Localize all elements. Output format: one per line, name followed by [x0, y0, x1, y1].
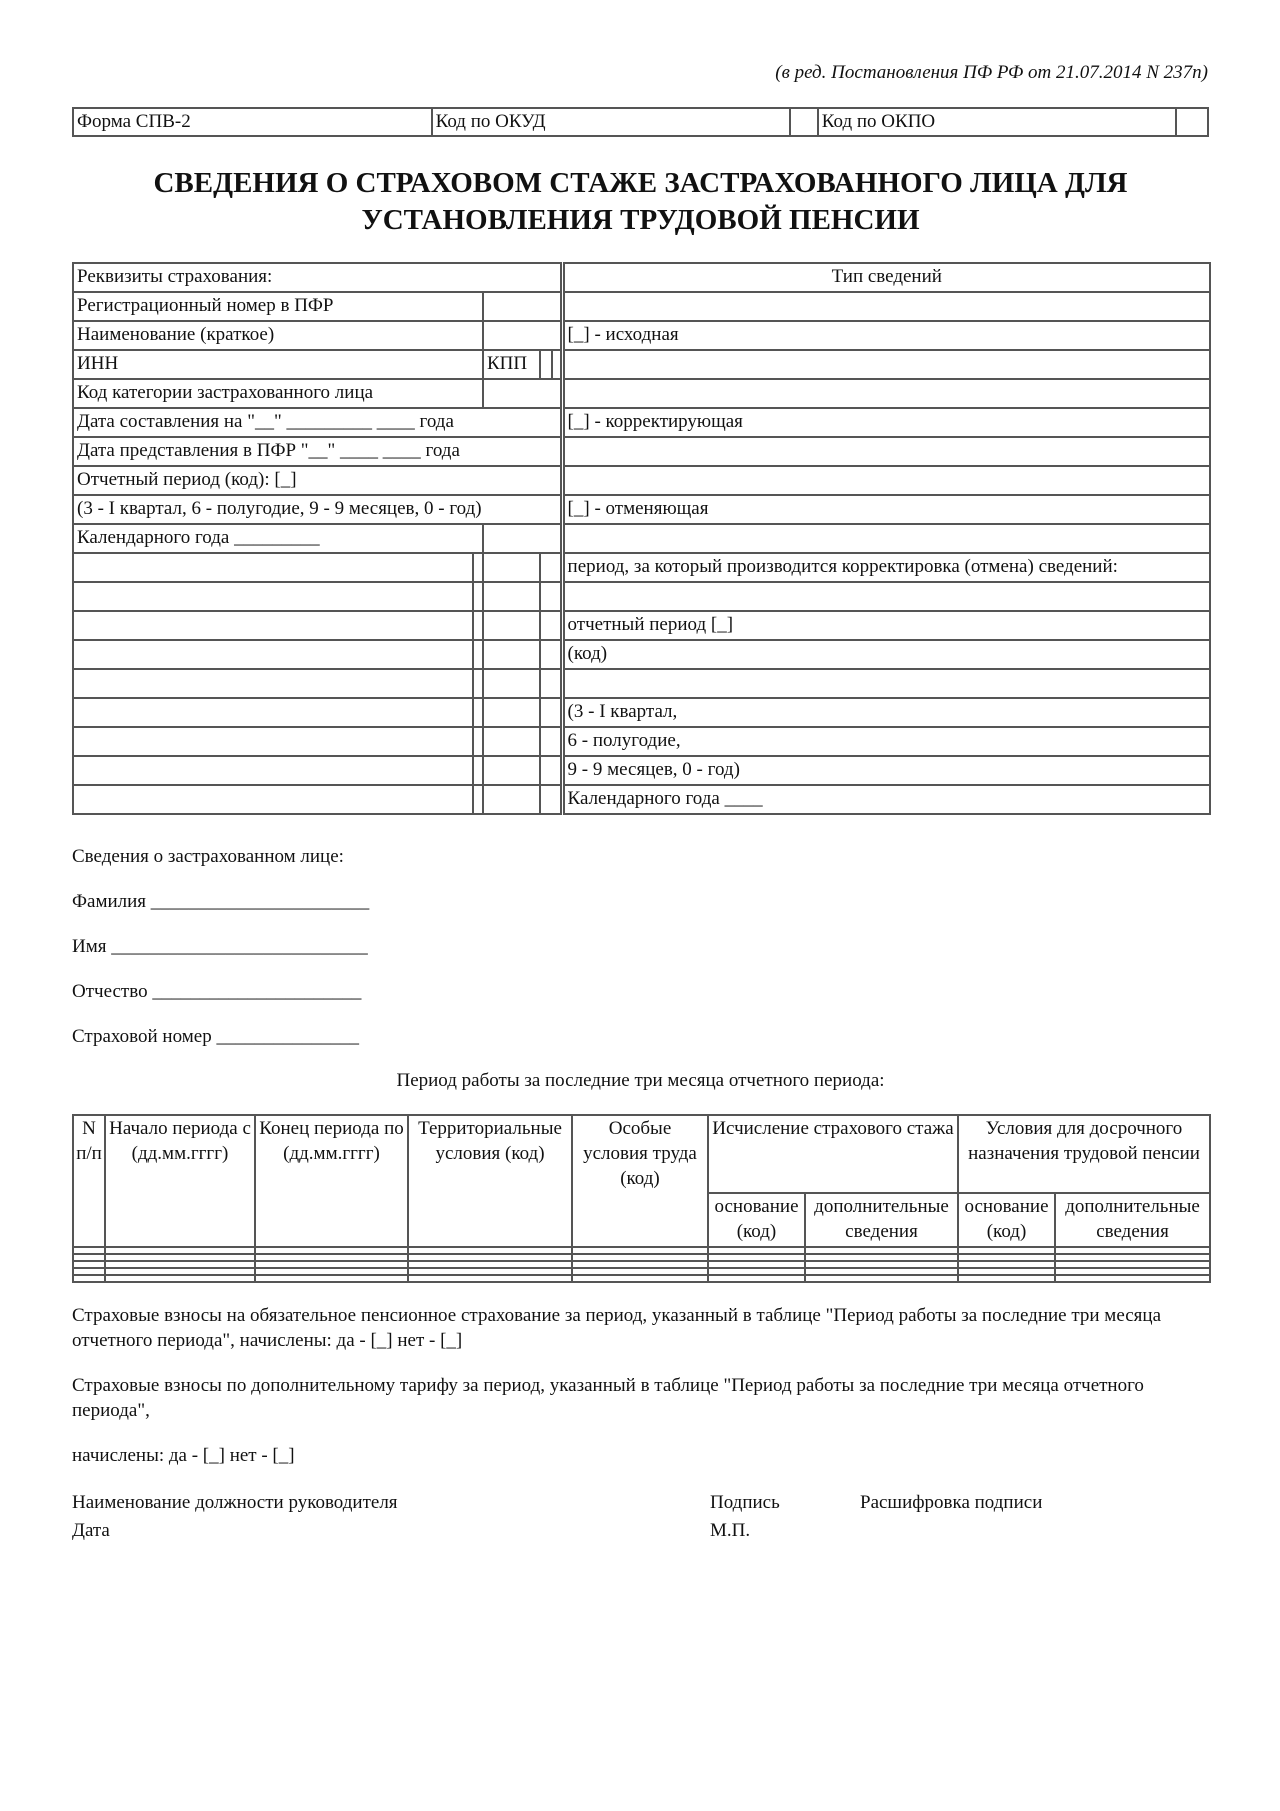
col-n-header: N п/п	[73, 1115, 105, 1247]
col-calc-header: Исчисление страхового стажа	[708, 1115, 958, 1193]
extra-row-1-a[interactable]	[73, 553, 473, 582]
extra-row-2-d[interactable]	[540, 582, 562, 611]
requisites-heading: Реквизиты страхования:	[73, 263, 562, 292]
edition-note: (в ред. Постановления ПФ РФ от 21.07.2014 N 237п)	[775, 62, 1208, 83]
row3-c6[interactable]	[708, 1261, 805, 1268]
row1-c3[interactable]	[255, 1247, 408, 1254]
col-special-header: Особые условия труда (код)	[572, 1115, 708, 1247]
info-type-blank-6	[562, 524, 1210, 553]
table-row[interactable]	[73, 1275, 1210, 1282]
table-row[interactable]	[73, 1268, 1210, 1275]
info-type-blank-1	[562, 292, 1210, 321]
okpo-code-field[interactable]	[1176, 108, 1208, 136]
extra-row-1-b[interactable]	[473, 553, 483, 582]
row2-c6[interactable]	[708, 1254, 805, 1261]
extra-row-4-c[interactable]	[483, 640, 540, 669]
inn-label: ИНН	[73, 350, 483, 379]
row3-c7[interactable]	[805, 1261, 958, 1268]
extra-row-8-c[interactable]	[483, 756, 540, 785]
info-type-corrective[interactable]: [_] - корректирующая	[562, 408, 1210, 437]
calendar-year[interactable]: Календарного года _________	[73, 524, 483, 553]
info-type-original[interactable]: [_] - исходная	[562, 321, 1210, 350]
date-compiled[interactable]: Дата составления на "__" _________ ____ года	[73, 408, 562, 437]
extra-row-1-c[interactable]	[483, 553, 540, 582]
info-type-blank-8	[562, 669, 1210, 698]
table-row[interactable]	[73, 1254, 1210, 1261]
row5-c9[interactable]	[1055, 1275, 1210, 1282]
extra-row-5-b[interactable]	[473, 669, 483, 698]
col-end-header: Конец периода по (дд.мм.гггг)	[255, 1115, 408, 1247]
correction-report-period[interactable]: отчетный период [_]	[562, 611, 1210, 640]
extra-row-5-c[interactable]	[483, 669, 540, 698]
row3-c9[interactable]	[1055, 1261, 1210, 1268]
row5-c6[interactable]	[708, 1275, 805, 1282]
correction-calendar-year[interactable]: Календарного года ____	[562, 785, 1210, 814]
col-start-header: Начало периода с (дд.мм.гггг)	[105, 1115, 255, 1247]
period-hint: (3 - I квартал, 6 - полугодие, 9 - 9 месяцев, 0 - год)	[73, 495, 562, 524]
title-line-1: СВЕДЕНИЯ О СТРАХОВОМ СТАЖЕ ЗАСТРАХОВАННОГО ЛИЦА ДЛЯ	[153, 167, 1128, 199]
extra-row-3-d[interactable]	[540, 611, 562, 640]
info-type-blank-2	[562, 350, 1210, 379]
extra-row-3-b[interactable]	[473, 611, 483, 640]
row3-c5[interactable]	[572, 1261, 708, 1268]
kpp-label: КПП	[483, 350, 540, 379]
row5-c5[interactable]	[572, 1275, 708, 1282]
requisites-table	[72, 262, 1211, 815]
insurance-number-field[interactable]: Страховой номер _______________	[72, 1026, 359, 1047]
row5-c1[interactable]	[73, 1275, 105, 1282]
extra-row-6-d[interactable]	[540, 698, 562, 727]
col-territory-header: Территориальные условия (код)	[408, 1115, 572, 1247]
table-row[interactable]	[73, 1261, 1210, 1268]
extra-row-2-b[interactable]	[473, 582, 483, 611]
row4-c2[interactable]	[105, 1268, 255, 1275]
extra-row-7-d[interactable]	[540, 727, 562, 756]
category-code-field[interactable]	[483, 379, 562, 408]
sub-extra-2: дополнительные сведения	[1055, 1193, 1210, 1247]
page-title	[72, 165, 1209, 239]
row5-c8[interactable]	[958, 1275, 1055, 1282]
extra-row-2-a[interactable]	[73, 582, 473, 611]
row2-c9[interactable]	[1055, 1254, 1210, 1261]
row4-c5[interactable]	[572, 1268, 708, 1275]
correction-code-label: (код)	[562, 640, 1210, 669]
extra-row-6-b[interactable]	[473, 698, 483, 727]
name-short-field[interactable]	[483, 321, 562, 350]
row1-c4[interactable]	[408, 1247, 572, 1254]
row2-c8[interactable]	[958, 1254, 1055, 1261]
extra-row-8-b[interactable]	[473, 756, 483, 785]
row1-c8[interactable]	[958, 1247, 1055, 1254]
row1-c5[interactable]	[572, 1247, 708, 1254]
contributions-additional: Страховые взносы по дополнительному тарифу за период, указанный в таблице "Период работы за последние три месяца отчетного периода",	[72, 1375, 1144, 1421]
info-type-cancelling[interactable]: [_] - отменяющая	[562, 495, 1210, 524]
report-period[interactable]: Отчетный период (код): [_]	[73, 466, 562, 495]
extra-row-6-a[interactable]	[73, 698, 473, 727]
row4-c8[interactable]	[958, 1268, 1055, 1275]
row1-c6[interactable]	[708, 1247, 805, 1254]
extra-row-4-b[interactable]	[473, 640, 483, 669]
title-line-2: УСТАНОВЛЕНИЯ ТРУДОВОЙ ПЕНСИИ	[361, 204, 920, 236]
row4-c9[interactable]	[1055, 1268, 1210, 1275]
extra-row-4-d[interactable]	[540, 640, 562, 669]
kpp-field-2[interactable]	[552, 350, 562, 379]
info-type-blank-3	[562, 379, 1210, 408]
sub-basis-1: основание (код)	[708, 1193, 805, 1247]
form-header-table	[72, 107, 1209, 137]
extra-row-9-c[interactable]	[483, 785, 540, 814]
row2-c1[interactable]	[73, 1254, 105, 1261]
signature-label: Подпись	[710, 1492, 780, 1513]
row3-c8[interactable]	[958, 1261, 1055, 1268]
kpp-field-1[interactable]	[540, 350, 552, 379]
name-field[interactable]: Имя ___________________________	[72, 936, 368, 957]
row5-c7[interactable]	[805, 1275, 958, 1282]
extra-row-7-a[interactable]	[73, 727, 473, 756]
row3-c4[interactable]	[408, 1261, 572, 1268]
row1-c2[interactable]	[105, 1247, 255, 1254]
row1-c7[interactable]	[805, 1247, 958, 1254]
row5-c4[interactable]	[408, 1275, 572, 1282]
row4-c4[interactable]	[408, 1268, 572, 1275]
row1-c1[interactable]	[73, 1247, 105, 1254]
extra-row-5-a[interactable]	[73, 669, 473, 698]
extra-row-8-a[interactable]	[73, 756, 473, 785]
sub-basis-2: основание (код)	[958, 1193, 1055, 1247]
extra-row-4-a[interactable]	[73, 640, 473, 669]
correction-hint-half: 6 - полугодие,	[562, 727, 1210, 756]
row3-c2[interactable]	[105, 1261, 255, 1268]
correction-hint-q3: (3 - I квартал,	[562, 698, 1210, 727]
extra-row-9-b[interactable]	[473, 785, 483, 814]
reg-number-label: Регистрационный номер в ПФР	[73, 292, 483, 321]
row2-c4[interactable]	[408, 1254, 572, 1261]
row3-c3[interactable]	[255, 1261, 408, 1268]
form-code: Форма СПВ-2	[73, 108, 432, 136]
extra-row-2-c[interactable]	[483, 582, 540, 611]
signature-decode-label: Расшифровка подписи	[860, 1492, 1043, 1513]
col-early-header: Условия для досрочного назначения трудовой пенсии	[958, 1115, 1210, 1193]
extra-row-9-a[interactable]	[73, 785, 473, 814]
info-type-blank-7	[562, 582, 1210, 611]
extra-row-1-d[interactable]	[540, 553, 562, 582]
calendar-year-field[interactable]	[483, 524, 562, 553]
stamp-label: М.П.	[710, 1520, 751, 1541]
extra-row-7-c[interactable]	[483, 727, 540, 756]
extra-row-8-d[interactable]	[540, 756, 562, 785]
patronymic-field[interactable]: Отчество ______________________	[72, 981, 362, 1002]
table-row[interactable]	[73, 1247, 1210, 1254]
info-type-blank-5	[562, 466, 1210, 495]
category-code-label: Код категории застрахованного лица	[73, 379, 483, 408]
row4-c3[interactable]	[255, 1268, 408, 1275]
row4-c6[interactable]	[708, 1268, 805, 1275]
okud-code-field[interactable]	[790, 108, 818, 136]
row4-c1[interactable]	[73, 1268, 105, 1275]
row2-c7[interactable]	[805, 1254, 958, 1261]
extra-row-5-d[interactable]	[540, 669, 562, 698]
surname-field[interactable]: Фамилия _______________________	[72, 891, 370, 912]
extra-row-9-d[interactable]	[540, 785, 562, 814]
row4-c7[interactable]	[805, 1268, 958, 1275]
row2-c3[interactable]	[255, 1254, 408, 1261]
head-position-label: Наименование должности руководителя	[72, 1492, 398, 1513]
row2-c5[interactable]	[572, 1254, 708, 1261]
extra-row-3-c[interactable]	[483, 611, 540, 640]
okud-code-label: Код по ОКУД	[432, 108, 791, 136]
correction-period-label: период, за который производится корректировка (отмена) сведений:	[562, 553, 1210, 582]
row5-c3[interactable]	[255, 1275, 408, 1282]
correction-hint-nine: 9 - 9 месяцев, 0 - год)	[562, 756, 1210, 785]
row2-c2[interactable]	[105, 1254, 255, 1261]
row3-c1[interactable]	[73, 1261, 105, 1268]
info-type-blank-4	[562, 437, 1210, 466]
sub-extra-1: дополнительные сведения	[805, 1193, 958, 1247]
info-type-heading: Тип сведений	[562, 263, 1210, 292]
work-period-table	[72, 1114, 1211, 1283]
reg-number-field[interactable]	[483, 292, 562, 321]
okpo-code-label: Код по ОКПО	[818, 108, 1177, 136]
row1-c9[interactable]	[1055, 1247, 1210, 1254]
work-period-title: Период работы за последние три месяца отчетного периода:	[396, 1070, 885, 1091]
contributions-additional-charged[interactable]: начислены: да - [_] нет - [_]	[72, 1445, 295, 1466]
person-heading: Сведения о застрахованном лице:	[72, 846, 344, 867]
date-label: Дата	[72, 1520, 110, 1541]
row5-c2[interactable]	[105, 1275, 255, 1282]
extra-row-3-a[interactable]	[73, 611, 473, 640]
contributions-mandatory: Страховые взносы на обязательное пенсионное страхование за период, указанный в таблице "Период работы за последние три месяца отчетного периода", начислены: да - [_] нет - [_]	[72, 1305, 1162, 1351]
date-submitted[interactable]: Дата представления в ПФР "__" ____ ____ года	[73, 437, 562, 466]
name-short-label: Наименование (краткое)	[73, 321, 483, 350]
extra-row-6-c[interactable]	[483, 698, 540, 727]
extra-row-7-b[interactable]	[473, 727, 483, 756]
